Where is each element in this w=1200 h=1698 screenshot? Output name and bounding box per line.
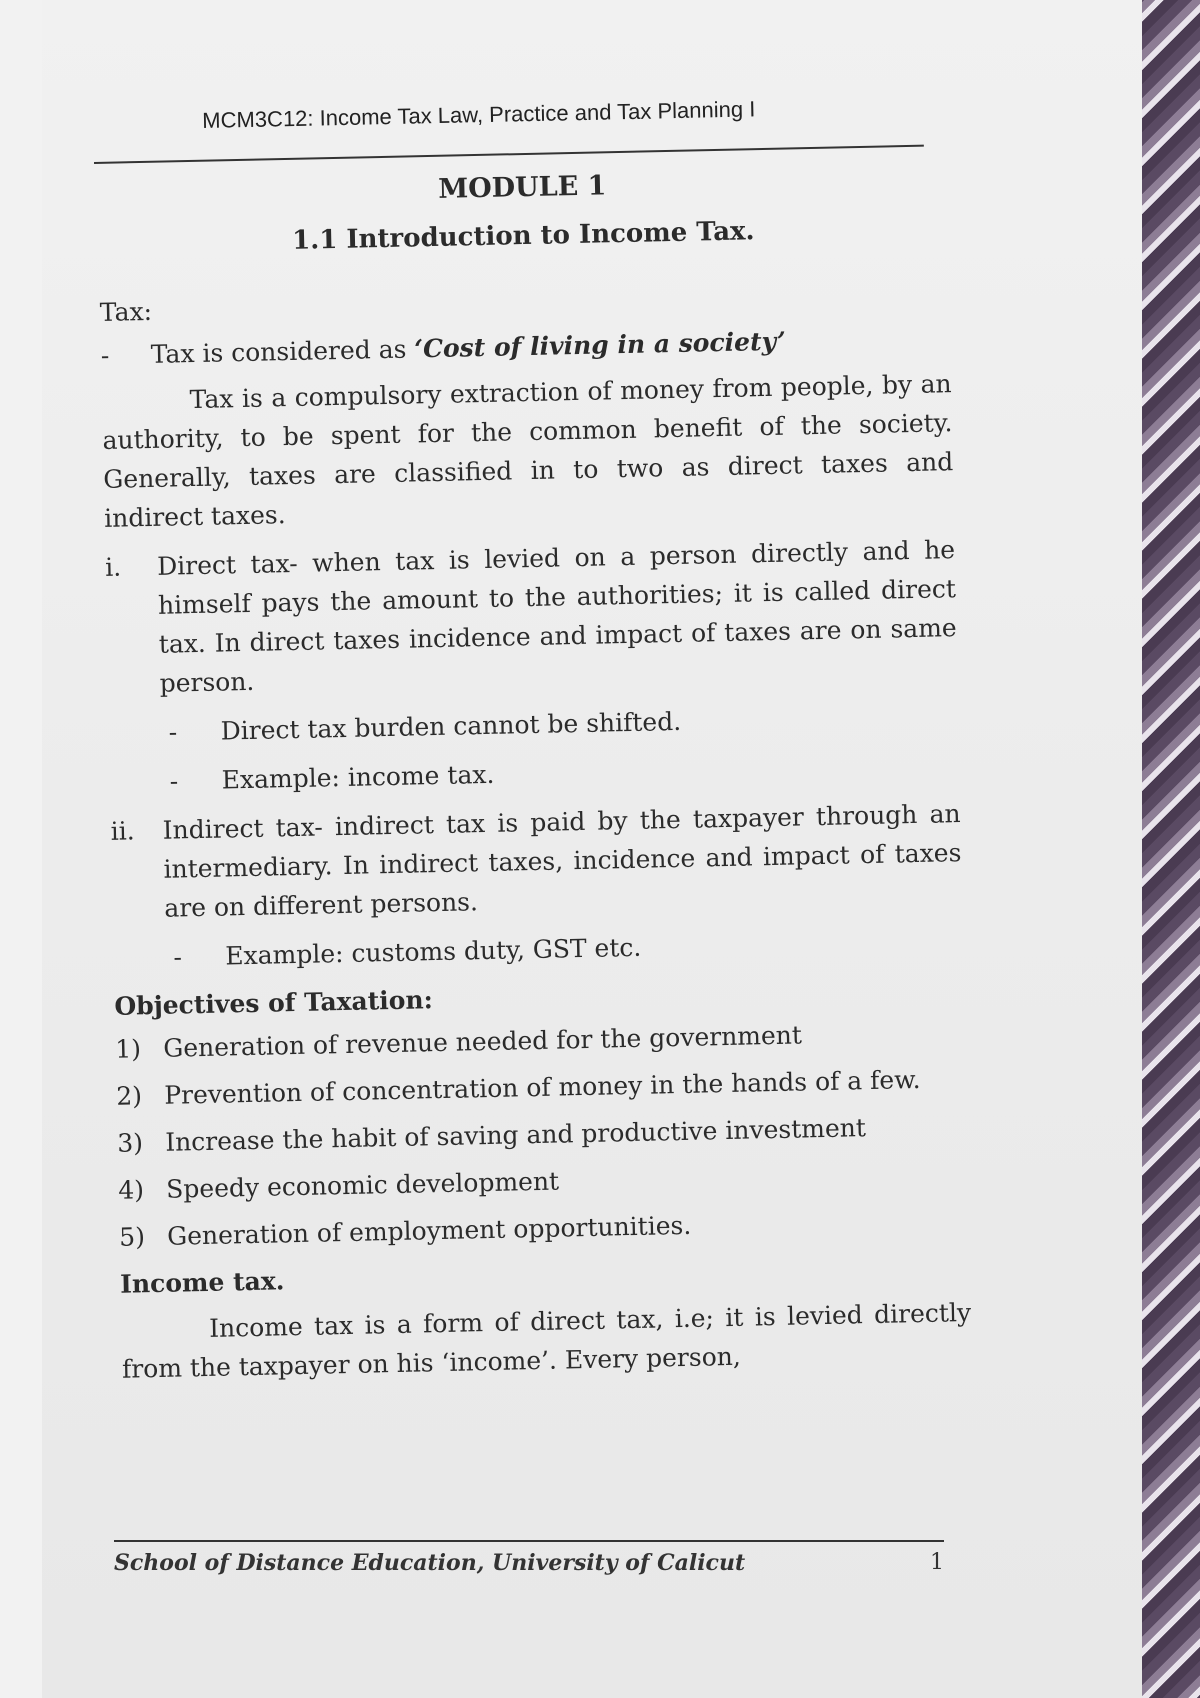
sub-item (109, 745, 960, 802)
objective-number: 4) (117, 1175, 145, 1205)
sub-item-text: Example: customs duty, GST etc. (225, 932, 642, 971)
objective-text: Increase the habit of saving and productive investment (164, 1113, 867, 1157)
income-tax-paragraph-text: Income tax is a form of direct tax, i.e; it is levied directly from the taxpayer on his ‘income’. Every person, (121, 1297, 972, 1384)
tax-label: Tax: (99, 296, 153, 327)
tax-definition (150, 327, 786, 369)
dash-bullet: - (168, 717, 178, 747)
tax-paragraph (101, 364, 954, 538)
objective-item (116, 1060, 967, 1115)
sub-item-text: Example: income tax. (221, 759, 495, 795)
page-footer (114, 1550, 944, 1576)
footer-rule (114, 1540, 944, 1542)
sub-item-text: Direct tax burden cannot be shifted. (220, 706, 682, 746)
objective-item (119, 1201, 970, 1256)
item-number: i. (104, 552, 122, 582)
item-text: Direct tax- when tax is levied on a person directly and he himself pays the amount to the authorities; it is called direct tax. In direct taxes incidence and impact of taxes are on same person. (156, 535, 957, 698)
objective-text: Prevention of concentration of money in the hands of a few. (163, 1064, 921, 1110)
income-tax-heading: Income tax. (119, 1266, 285, 1299)
tax-definition-prefix: Tax is considered as (150, 334, 415, 369)
objective-item (118, 1154, 969, 1209)
sub-item (113, 921, 964, 978)
dash-bullet: - (169, 766, 179, 796)
objective-item (117, 1107, 968, 1162)
tax-definition-quote: ‘Cost of living in a society’ (414, 326, 787, 364)
page-number: 1 (930, 1550, 944, 1575)
objective-item (115, 1013, 966, 1068)
objective-number: 3) (116, 1128, 144, 1158)
dash-bullet: - (173, 942, 183, 972)
item-number: ii. (110, 816, 136, 846)
item-text: Indirect tax- indirect tax is paid by the taxpayer through an intermediary. In indirect taxes, incidence and impact of taxes are on different persons. (162, 799, 962, 923)
page-body (97, 157, 972, 1389)
running-head: MCM3C12: Income Tax Law, Practice and Tax Planning I (202, 96, 756, 133)
section-title: 1.1 Introduction to Income Tax. (291, 216, 755, 256)
tax-definition-line (100, 323, 950, 370)
objective-text: Generation of revenue needed for the government (162, 1020, 803, 1063)
objective-text: Generation of employment opportunities. (166, 1210, 692, 1251)
objective-number: 5) (118, 1222, 146, 1252)
list-item-indirect-tax (110, 794, 962, 929)
objective-number: 1) (115, 1034, 142, 1064)
objective-number: 2) (115, 1081, 143, 1111)
income-tax-paragraph (121, 1293, 972, 1389)
footer-institution: School of Distance Education, University of Calicut (114, 1550, 746, 1576)
objective-text: Speedy economic development (165, 1166, 560, 1204)
background-left (0, 0, 42, 1698)
objectives-heading: Objectives of Taxation: (114, 985, 434, 1021)
dash-bullet: - (100, 340, 110, 370)
tax-paragraph-text: Tax is a compulsory extraction of money from people, by an authority, to be spent for the common benefit of the society. Generally, taxes are classified in to two as direct taxes and indirect taxes. (102, 369, 954, 533)
book-page (42, 0, 1142, 1698)
sub-item (108, 696, 959, 753)
module-title: MODULE 1 (437, 170, 607, 205)
list-item-direct-tax (105, 530, 958, 704)
